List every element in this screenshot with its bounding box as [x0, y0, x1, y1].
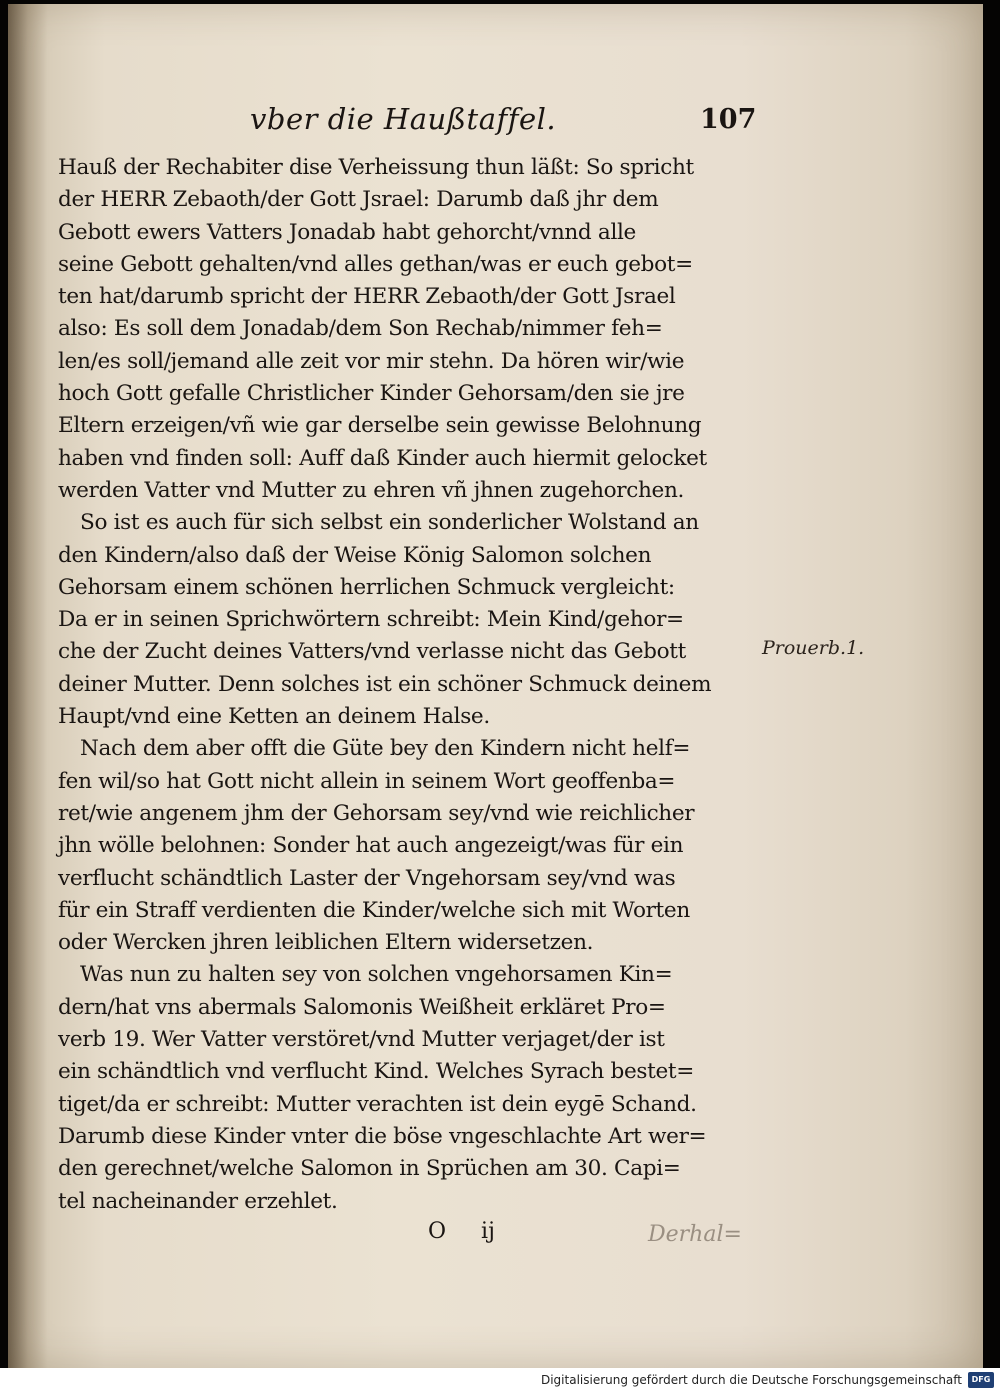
text-line: ten hat/darumb spricht der HERR Zebaoth/der Gott Jsrael	[58, 284, 676, 310]
text-line: Da er in seinen Sprichwörtern schreibt: Mein Kind/gehor=	[58, 607, 684, 633]
text-line: oder Wercken jhren leiblichen Eltern widersetzen.	[58, 930, 594, 956]
signature-mark: O ij	[428, 1219, 495, 1244]
text-line: der HERR Zebaoth/der Gott Jsrael: Darumb daß jhr dem	[58, 187, 659, 213]
binding-shadow	[8, 4, 48, 1368]
page-number: 107	[700, 104, 757, 135]
text-line: also: Es soll dem Jonadab/dem Son Rechab/nimmer feh=	[58, 316, 663, 342]
text-line: che der Zucht deines Vatters/vnd verlasse nicht das Gebott	[58, 639, 686, 665]
paragraph-first-line: Nach dem aber offt die Güte bey den Kindern nicht helf=	[80, 736, 691, 762]
catchword: Derhal=	[648, 1222, 742, 1247]
text-line: Hauß der Rechabiter dise Verheissung thun läßt: So spricht	[58, 155, 694, 180]
text-line: ein schändtlich vnd verflucht Kind. Welches Syrach bestet=	[58, 1059, 694, 1085]
funding-credit: Digitalisierung gefördert durch die Deutsche Forschungsgemeinschaft	[540, 1373, 962, 1387]
text-line: haben vnd finden soll: Auff daß Kinder auch hiermit gelocket	[58, 445, 707, 471]
text-line: Gehorsam einem schönen herrlichen Schmuck vergleicht:	[58, 574, 675, 600]
marginal-note: Prouerb.1.	[762, 637, 865, 659]
text-line: deiner Mutter. Denn solches ist ein schöner Schmuck deinem	[58, 671, 712, 697]
text-line: Haupt/vnd eine Ketten an deinem Halse.	[58, 704, 490, 730]
text-line: für ein Straff verdienten die Kinder/welche sich mit Worten	[58, 897, 690, 923]
text-line: dern/hat vns abermals Salomonis Weißheit erkläret Pro=	[58, 994, 666, 1020]
text-line: verflucht schändtlich Laster der Vngehorsam sey/vnd was	[58, 865, 676, 891]
text-line: jhn wölle belohnen: Sonder hat auch angezeigt/was für ein	[58, 833, 684, 859]
running-head-title: vber die Haußtaffel.	[250, 102, 557, 136]
running-head	[58, 100, 758, 142]
text-line: tiget/da er schreibt: Mutter verachten ist dein eygē Schand.	[58, 1091, 697, 1117]
text-line: verb 19. Wer Vatter verstöret/vnd Mutter verjaget/der ist	[58, 1027, 665, 1053]
text-line: Eltern erzeigen/vñ wie gar derselbe sein gewisse Belohnung	[58, 413, 702, 439]
text-line: Darumb diese Kinder vnter die böse vngeschlachte Art wer=	[58, 1123, 707, 1149]
text-line: hoch Gott gefalle Christlicher Kinder Gehorsam/den sie jre	[58, 381, 685, 407]
text-line: fen wil/so hat Gott nicht allein in seinem Wort geoffenba=	[58, 768, 676, 794]
text-line: werden Vatter vnd Mutter zu ehren vñ jhnen zugehorchen.	[58, 477, 685, 503]
paragraph-first-line: Was nun zu halten sey von solchen vngehorsamen Kin=	[80, 962, 673, 988]
text-line: seine Gebott gehalten/vnd alles gethan/was er euch gebot=	[58, 251, 693, 277]
text-line: den Kindern/also daß der Weise König Salomon solchen	[58, 542, 652, 568]
text-line: ret/wie angenem jhm der Gehorsam sey/vnd wie reichlicher	[58, 800, 695, 826]
text-line: tel nacheinander erzehlet.	[58, 1188, 338, 1214]
text-line: Gebott ewers Vatters Jonadab habt gehorcht/vnnd alle	[58, 219, 636, 245]
dfg-logo-icon: DFG	[968, 1372, 994, 1388]
footer-bar	[0, 1368, 1000, 1394]
text-line: len/es soll/jemand alle zeit vor mir stehn. Da hören wir/wie	[58, 348, 685, 374]
text-line: den gerechnet/welche Salomon in Sprüchen am 30. Capi=	[58, 1156, 681, 1182]
paragraph-first-line: So ist es auch für sich selbst ein sonderlicher Wolstand an	[80, 510, 699, 536]
page-text-block	[58, 100, 758, 1218]
